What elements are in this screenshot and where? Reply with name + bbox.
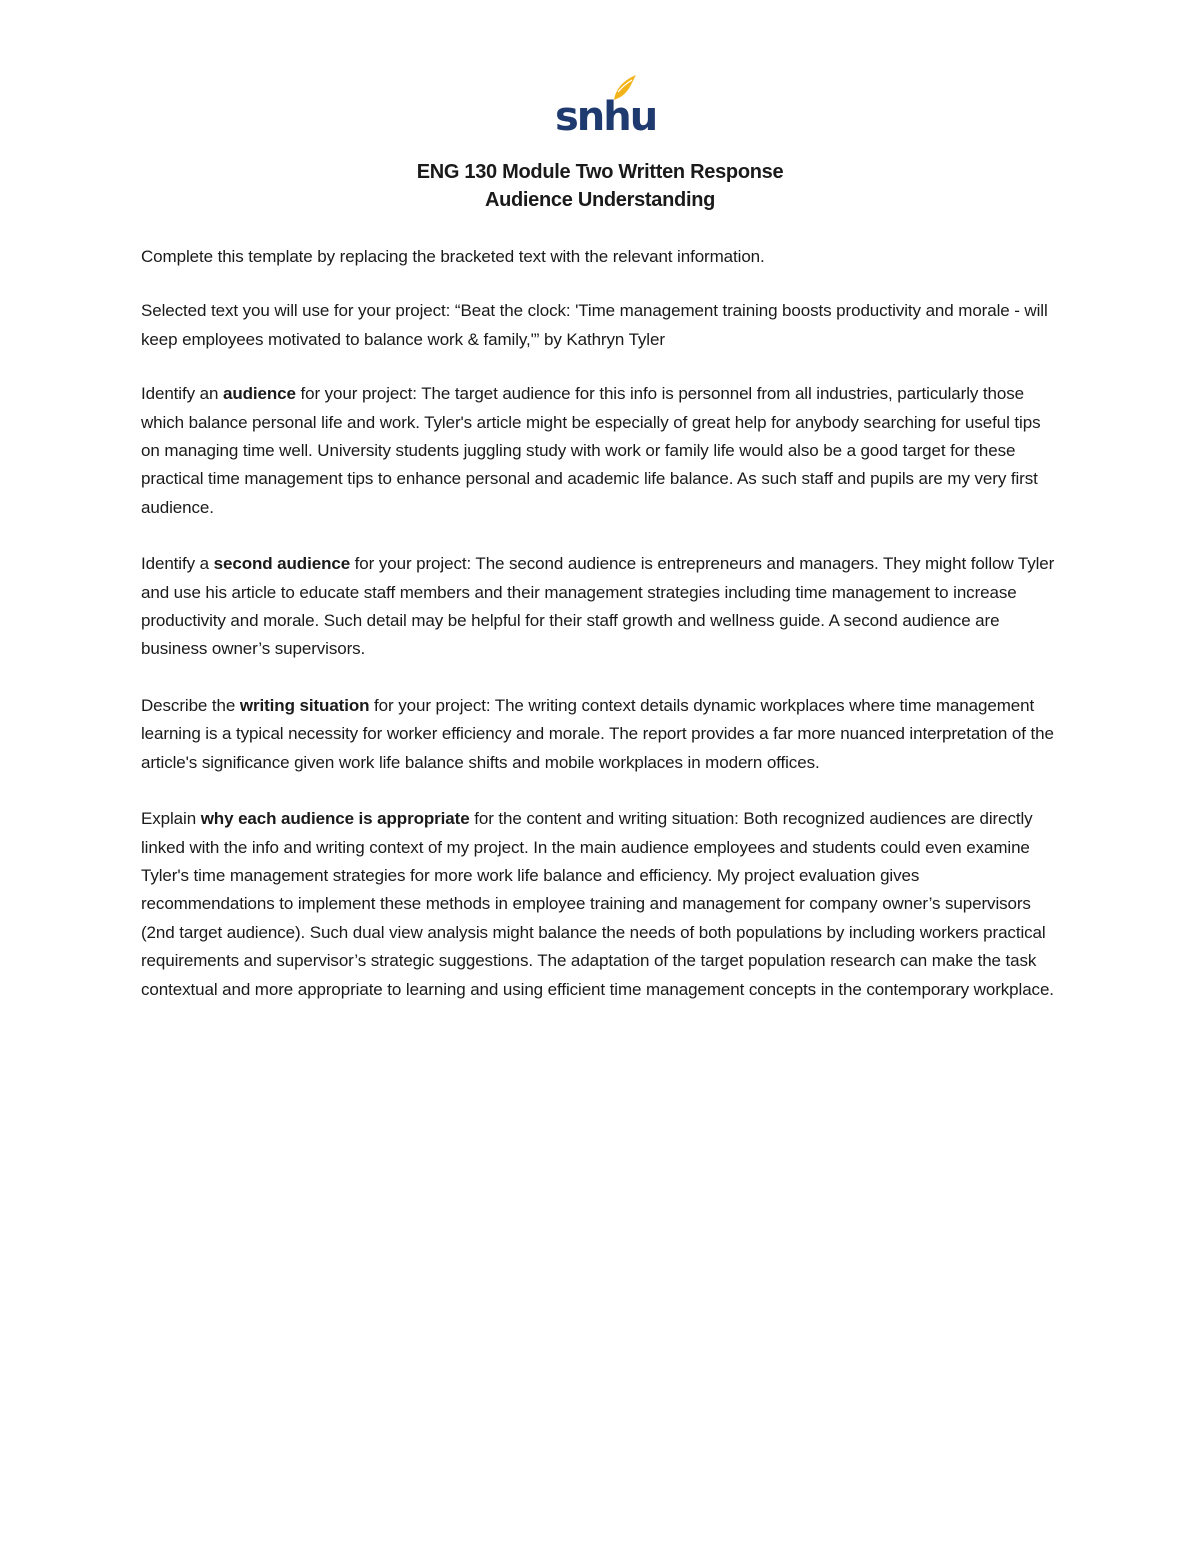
document-body bbox=[141, 243, 1056, 1032]
document-header bbox=[0, 158, 1200, 214]
prompt-keyword: audience bbox=[222, 384, 296, 404]
prompt-prefix: Explain bbox=[141, 809, 201, 829]
response-text: The target audience for this info is personnel from all industries, particularly those which balance personal life and work. Tyler's article might be especially of great help for anybody searching for useful tips on managing time well. University students juggling study with work or family life would also be a good target for these practical time management tips to enhance personal and academic life balance. As such staff and pupils are my very first audience. bbox=[141, 384, 1041, 517]
response-text: Both recognized audiences are directly linked with the info and writing context of my project. In the main audience employees and students could even examine Tyler's time management strategies for more work life balance and efficiency. My project evaluation gives recommendations to implement these methods in employee training and management for company owner’s supervisors (2nd target audience). Such dual view analysis might balance the needs of both populations by including workers practical requirements and supervisor’s strategic suggestions. The adaptation of the target population research can make the task contextual and more appropriate to learning and using efficient time management concepts in the contemporary workplace. bbox=[141, 809, 1054, 999]
document-subtitle: Audience Understanding bbox=[484, 189, 716, 211]
prompt-keyword: why each audience is appropriate bbox=[200, 809, 470, 829]
prompt-keyword: writing situation bbox=[239, 695, 370, 715]
prompt-prefix: Identify a bbox=[141, 554, 214, 574]
writing-situation-section bbox=[141, 692, 1056, 777]
prompt-suffix: for your project: bbox=[369, 695, 495, 715]
snhu-logo bbox=[552, 70, 657, 140]
response-text: The writing context details dynamic workplaces where time management learning is a typical necessity for worker efficiency and morale. The report provides a far more nuanced interpretation of the article's significance given work life balance shifts and mobile workplaces in modern offices. bbox=[141, 695, 1054, 772]
selected-text-paragraph: Selected text you will use for your project: “Beat the clock: 'Time management training boosts productivity and morale - will keep employees motivated to balance work & family,'” by Kathryn Tyler bbox=[141, 301, 1048, 349]
prompt-prefix: Identify an bbox=[141, 384, 223, 404]
svg-text:snhu: snhu bbox=[555, 94, 657, 140]
audience-section bbox=[141, 380, 1056, 522]
prompt-suffix: for your project: bbox=[295, 384, 422, 404]
second-audience-section bbox=[141, 550, 1056, 664]
prompt-suffix: for the content and writing situation: bbox=[469, 809, 744, 829]
prompt-keyword: second audience bbox=[213, 554, 351, 574]
instructions-paragraph: Complete this template by replacing the bracketed text with the relevant information. bbox=[141, 247, 765, 266]
prompt-prefix: Describe the bbox=[141, 695, 240, 715]
leaf-icon bbox=[552, 70, 657, 140]
response-text: The second audience is entrepreneurs and managers. They might follow Tyler and use his article to educate staff members and their management strategies including time management to increase productivity and morale. Such detail may be helpful for their staff growth and wellness guide. A second audience are business owner’s supervisors. bbox=[141, 554, 1055, 659]
audience-appropriateness-section bbox=[141, 805, 1056, 1004]
document-title: ENG 130 Module Two Written Response bbox=[416, 161, 784, 183]
prompt-suffix: for your project: bbox=[350, 554, 476, 574]
